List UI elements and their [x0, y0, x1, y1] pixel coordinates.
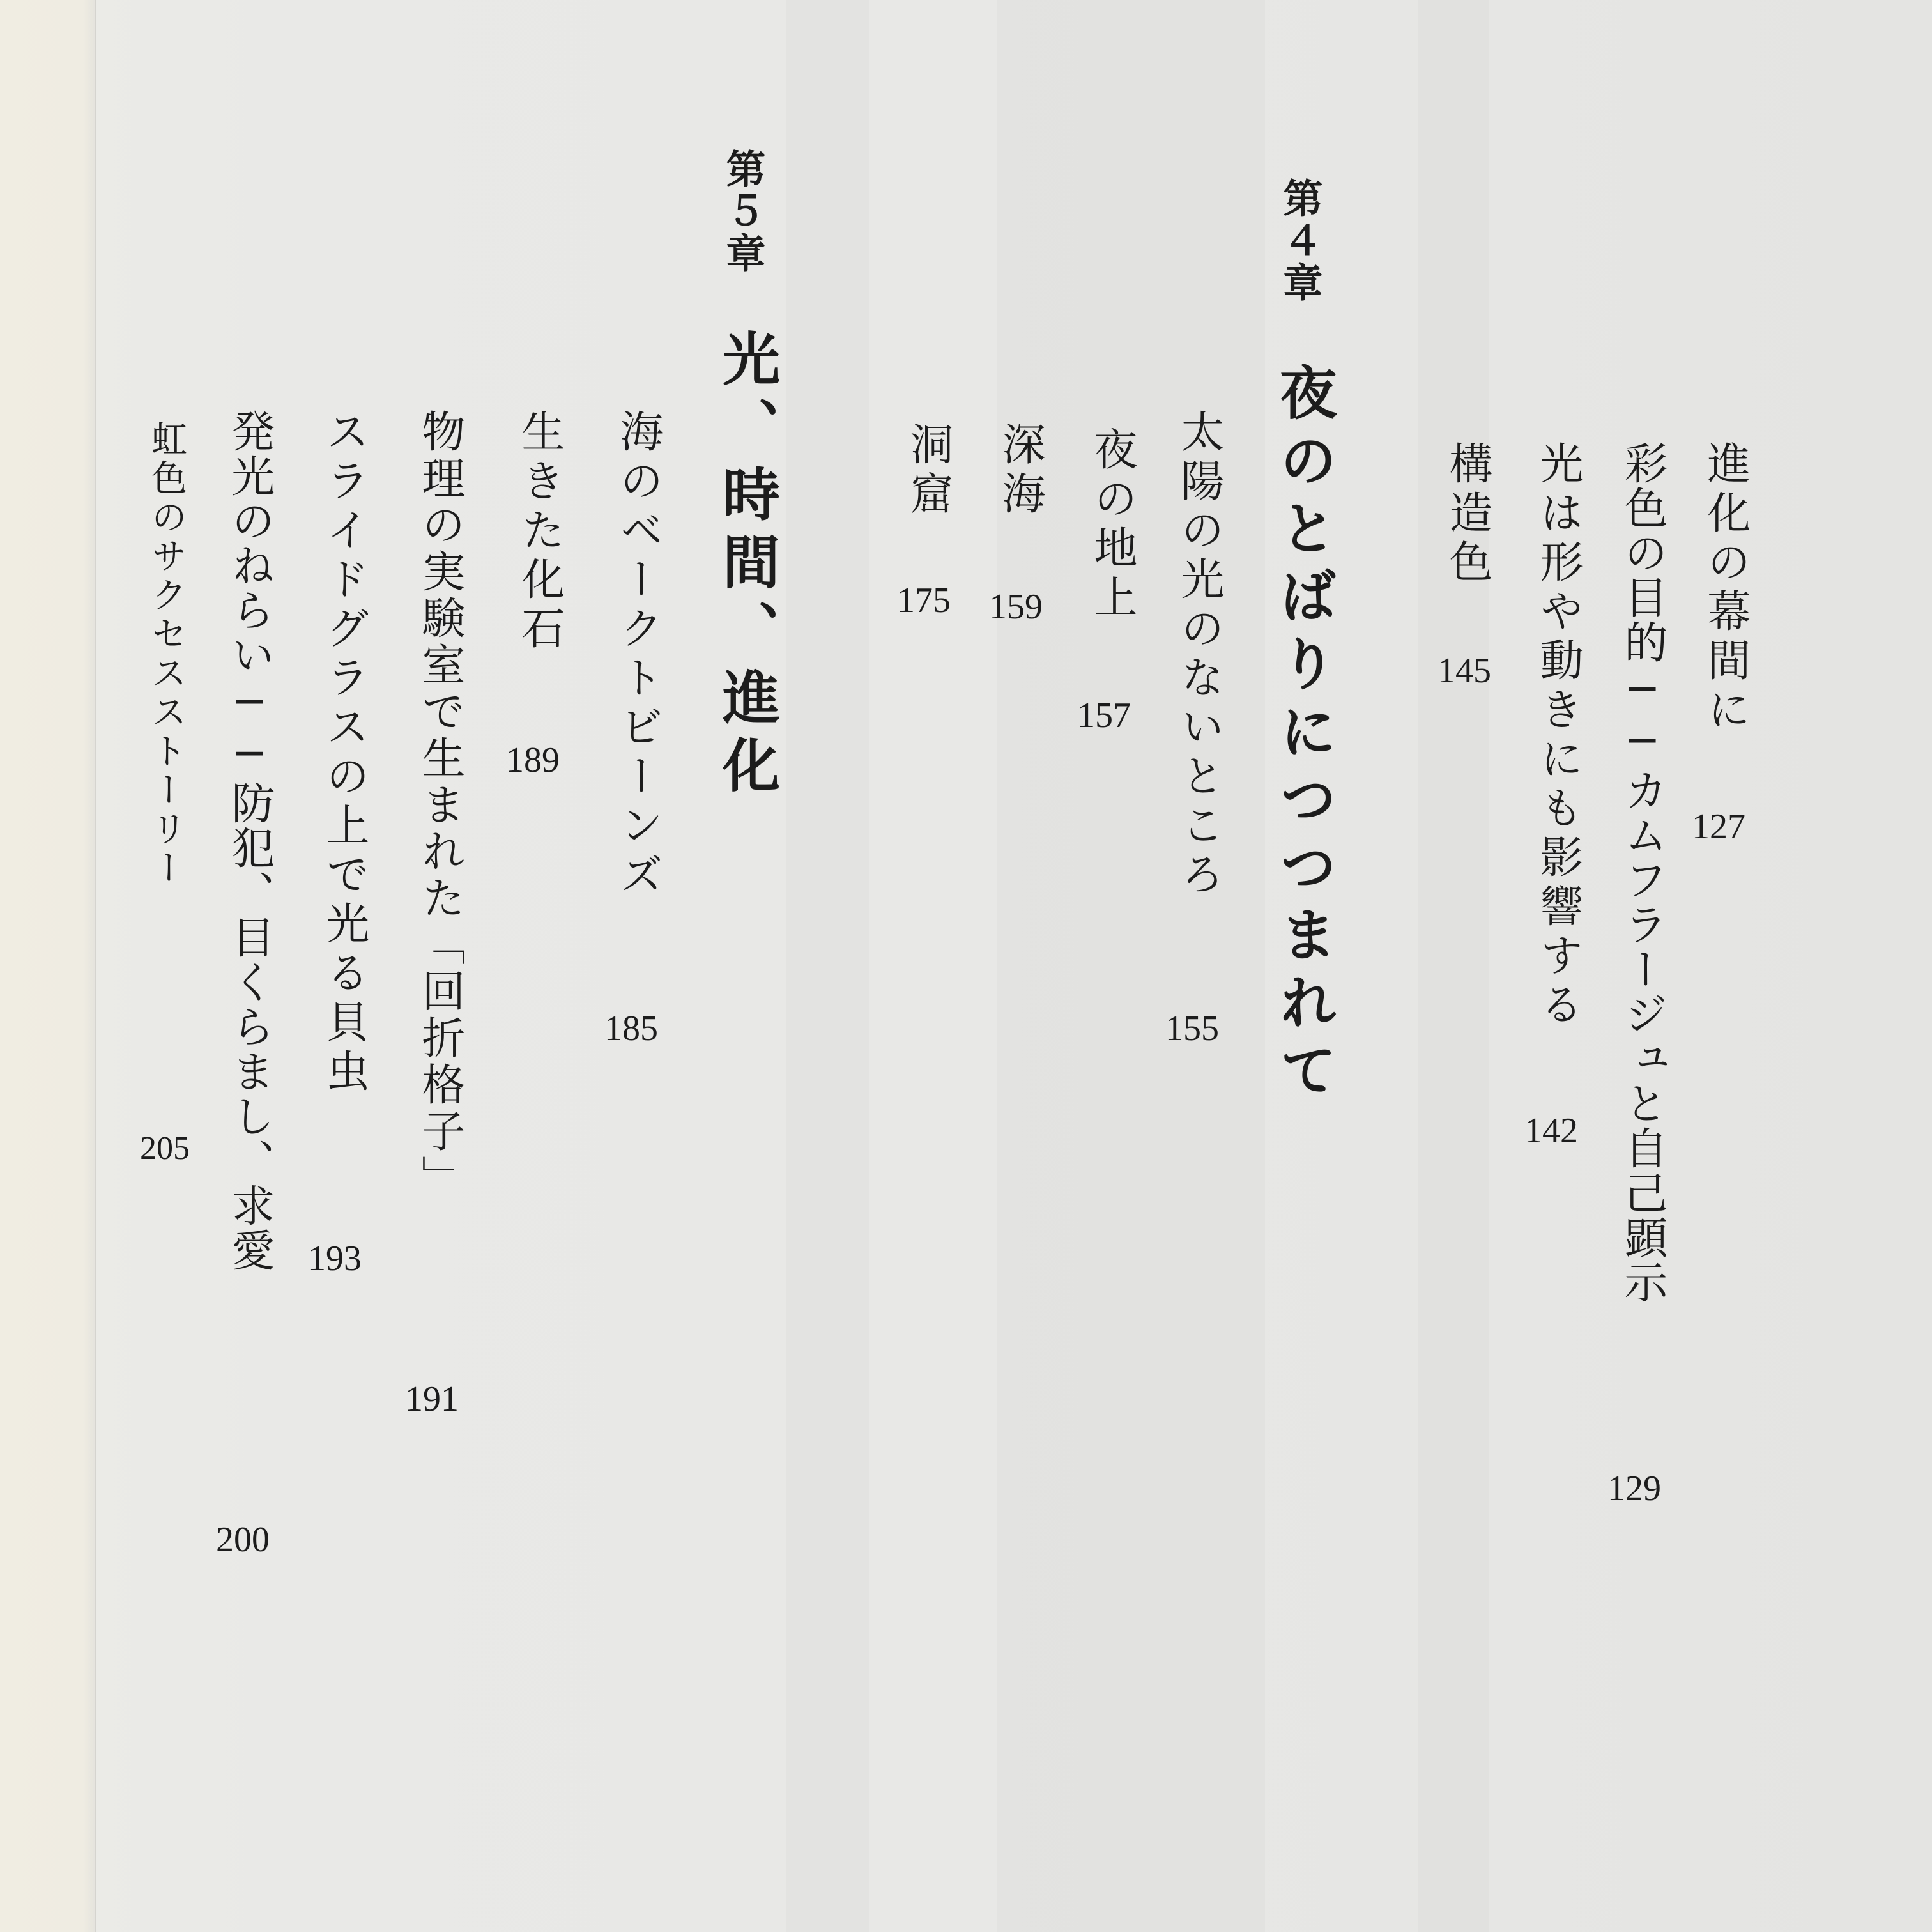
toc-page-number: 159 [989, 587, 1043, 627]
toc-section-title[interactable]: 海のベークトビーンズ [613, 409, 663, 901]
toc-section-title[interactable]: 太陽の光のないところ [1174, 409, 1224, 901]
chapter-label: 第４章 [1276, 178, 1323, 304]
toc-page-number: 155 [1165, 1009, 1219, 1048]
toc-section-title[interactable]: 発光のねらい──防犯、目くらまし、求愛 [224, 409, 275, 1273]
toc-page-number: 127 [1692, 807, 1745, 847]
toc-section-title[interactable]: 洞窟 [903, 422, 953, 520]
gutter-fold-line [95, 0, 96, 1932]
toc-section-title[interactable]: 光は形や動きにも影響する [1533, 441, 1583, 1031]
toc-section-title[interactable]: 生きた化石 [514, 409, 565, 655]
show-through [1418, 0, 1489, 1932]
toc-page-number: 175 [897, 581, 951, 620]
toc-section-title[interactable]: 彩色の目的──カムフラージュと自己顕示 [1617, 441, 1667, 1305]
page-gutter [0, 0, 96, 1932]
toc-page-number: 145 [1438, 651, 1491, 691]
toc-section-title[interactable]: スライドグラスの上で光る貝虫 [319, 409, 369, 1098]
toc-page-number: 189 [506, 740, 560, 780]
toc-page-number: 200 [216, 1520, 270, 1560]
chapter-title[interactable]: 夜のとばりにつつまれて [1269, 363, 1337, 1108]
toc-section-title[interactable]: 虹色のサクセスストーリー [146, 420, 187, 888]
toc-section-title[interactable]: 深海 [995, 422, 1045, 520]
show-through [786, 0, 869, 1932]
toc-page-number: 142 [1524, 1111, 1578, 1151]
toc-page-number: 157 [1077, 696, 1131, 735]
toc-page-number: 129 [1607, 1469, 1661, 1508]
toc-page-number: 193 [308, 1239, 362, 1278]
show-through [997, 0, 1265, 1932]
toc-page-number: 191 [405, 1379, 459, 1419]
toc-page-number: 185 [604, 1009, 658, 1048]
toc-section-title[interactable]: 物理の実験室で生まれた「回折格子」 [415, 409, 465, 1202]
toc-page-number: 205 [140, 1130, 190, 1167]
toc-section-title[interactable]: 構造色 [1442, 441, 1492, 588]
chapter-label: 第５章 [719, 148, 766, 275]
toc-section-title[interactable]: 夜の地上 [1087, 427, 1137, 624]
toc-section-title[interactable]: 進化の幕間に [1700, 441, 1751, 736]
chapter-title[interactable]: 光、時間、進化 [712, 329, 780, 803]
